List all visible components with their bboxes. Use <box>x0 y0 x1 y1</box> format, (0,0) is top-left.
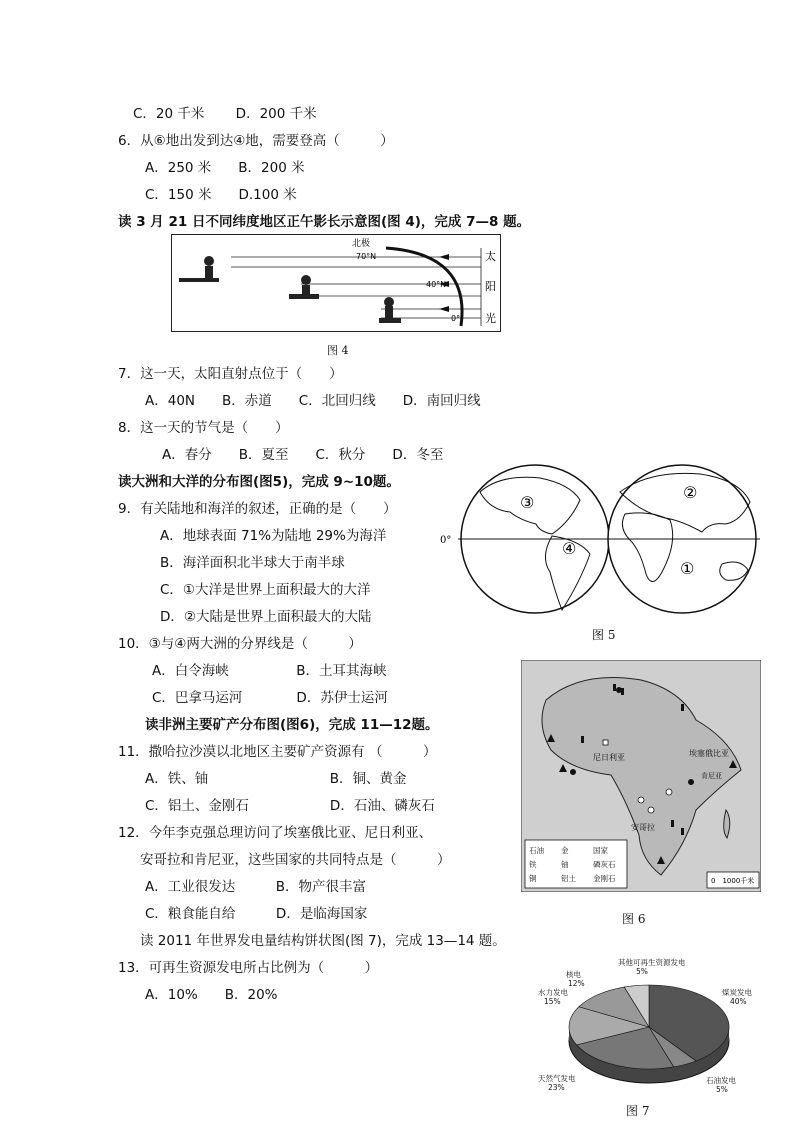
q13-stem: 13．可再生资源发电所占比例为（ ） <box>118 960 379 976</box>
label-hydro-pct: 15% <box>544 997 561 1006</box>
label-gas-pct: 23% <box>548 1083 565 1092</box>
legend-phosphate: 磷灰石 <box>593 860 616 869</box>
q7-stem: 7．这一天，太阳直射点位于（ ） <box>118 366 343 382</box>
label-oil: 石油发电 <box>706 1076 736 1085</box>
legend-iron: 铁 <box>529 860 537 869</box>
map-marker-4: ④ <box>562 539 577 558</box>
q7-options: A．40N B．赤道 C．北回归线 D．南回归线 <box>145 393 481 409</box>
q8-stem: 8．这一天的节气是（ ） <box>118 420 289 436</box>
legend-gold: 金 <box>561 846 569 855</box>
sun-label-2: 阳 <box>485 280 496 293</box>
label-nuclear: 核电 <box>566 970 581 979</box>
q9-stem: 9．有关陆地和海洋的叙述，正确的是（ ） <box>118 501 397 517</box>
q12-stem: 12．今年李克强总理访问了埃塞俄比亚、尼日利亚、 <box>118 825 433 841</box>
intro-13-14: 读 2011 年世界发电量结构饼状图(图 7)，完成 13—14 题。 <box>140 933 506 949</box>
figure-7-caption: 图 7 <box>626 1104 650 1118</box>
q9-option-a: A．地球表面 71%为陆地 29%为海洋 <box>160 528 387 544</box>
q6-options-cd: C．150 米 D.100 米 <box>145 187 297 203</box>
legend-country: 国家 <box>593 846 608 855</box>
legend-diamond: 金刚石 <box>593 874 616 883</box>
country-angola: 安哥拉 <box>631 823 655 832</box>
lat-0-label: 0° <box>451 314 461 323</box>
q9-option-b: B．海洋面积北半球大于南半球 <box>160 555 345 571</box>
legend-copper: 铜 <box>529 874 537 883</box>
q12-stem-2: 安哥拉和肯尼亚，这些国家的共同特点是（ ） <box>140 852 451 868</box>
q13-options: A．10% B．20% <box>145 987 278 1003</box>
north-pole-label: 北极 <box>352 239 371 249</box>
intro-7-8: 读 3 月 21 日不同纬度地区正午影长示意图(图 4)，完成 7—8 题。 <box>118 214 531 230</box>
figure-4-caption: 图 4 <box>327 344 349 357</box>
country-nigeria: 尼日利亚 <box>593 753 625 762</box>
q10-options-ab: A．白令海峡 B．土耳其海峡 <box>152 663 387 679</box>
q11-stem: 11．撒哈拉沙漠以北地区主要矿产资源有 （ ） <box>118 744 437 760</box>
q9-option-d: D．②大陆是世界上面积最大的大陆 <box>160 609 372 625</box>
q12-options-cd: C．粮食能自给 D．是临海国家 <box>145 906 368 922</box>
equator-label: 0° <box>440 535 452 546</box>
intro-11-12: 读非洲主要矿产分布图(图6)，完成 11—12题。 <box>145 717 439 733</box>
label-hydro: 水力发电 <box>538 988 568 997</box>
map-marker-1: ① <box>680 559 695 578</box>
figure-5-caption: 图 5 <box>592 628 616 642</box>
figure-6-africa-map <box>521 660 761 892</box>
label-oil-pct: 5% <box>716 1085 728 1094</box>
country-kenya: 肯尼亚 <box>701 772 722 780</box>
label-coal: 煤炭发电 <box>722 988 752 997</box>
sun-label-1: 太 <box>485 250 496 263</box>
figure-5-world-map <box>440 462 770 622</box>
sun-label-3: 光 <box>485 312 496 325</box>
country-ethiopia: 埃塞俄比亚 <box>689 749 729 758</box>
map-marker-2: ② <box>683 483 698 502</box>
label-other-pct: 5% <box>636 967 648 976</box>
label-other: 其他可再生资源发电 <box>618 958 686 967</box>
q10-options-cd: C．巴拿马运河 D．苏伊士运河 <box>152 690 388 706</box>
q8-options: A．春分 B．夏至 C．秋分 D．冬至 <box>162 447 444 463</box>
map-scale: 0 1000千米 <box>711 877 755 885</box>
q11-options-cd: C．铝土、金刚石 D．石油、磷灰石 <box>145 798 435 814</box>
label-gas: 天然气发电 <box>538 1074 576 1083</box>
q11-options-ab: A．铁、铀 B．铜、黄金 <box>145 771 407 787</box>
figure-7-pie-chart <box>536 955 762 1100</box>
figure-4-shadow-diagram <box>171 234 501 332</box>
label-coal-pct: 40% <box>730 997 747 1006</box>
intro-9-10: 读大洲和大洋的分布图(图5)，完成 9~10题。 <box>118 474 400 490</box>
map-marker-3: ③ <box>520 493 535 512</box>
legend-bauxite: 铝土 <box>561 874 576 883</box>
label-nuclear-pct: 12% <box>568 979 585 988</box>
legend-oil: 石油 <box>529 846 544 855</box>
lat-40-label: 40°N <box>426 280 447 289</box>
q6-stem: 6．从⑥地出发到达④地，需要登高（ ） <box>118 133 394 149</box>
q5-options-cd: C．20 千米 D．200 千米 <box>133 106 317 122</box>
legend-uranium: 铀 <box>561 860 569 869</box>
figure-6-caption: 图 6 <box>622 912 646 926</box>
lat-70-label: 70°N <box>356 252 377 261</box>
q6-options-ab: A．250 米 B．200 米 <box>145 160 305 176</box>
q10-stem: 10．③与④两大洲的分界线是（ ） <box>118 636 362 652</box>
q12-options-ab: A．工业很发达 B．物产很丰富 <box>145 879 366 895</box>
q9-option-c: C．①大洋是世界上面积最大的大洋 <box>160 582 371 598</box>
